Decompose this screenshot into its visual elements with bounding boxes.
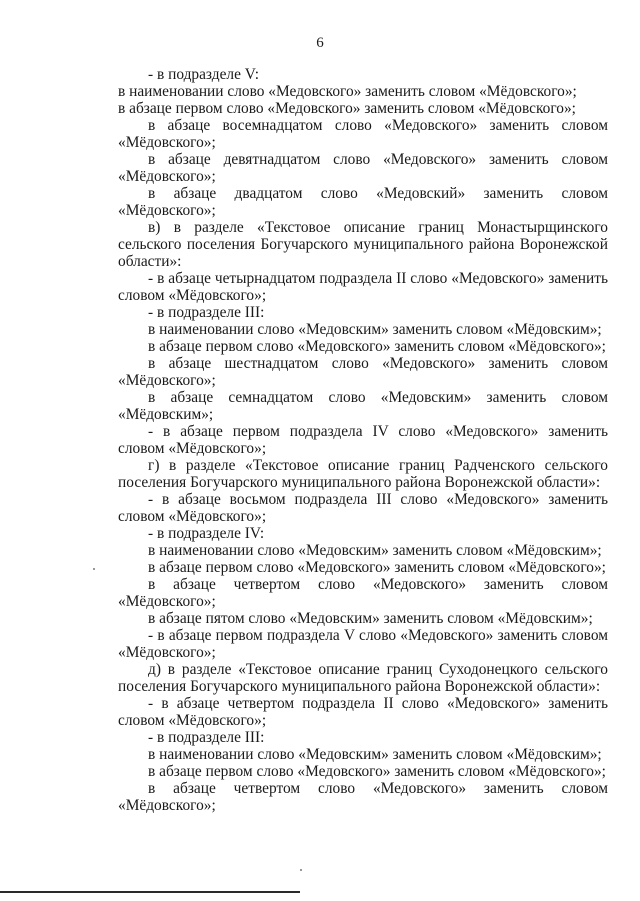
paragraph: - в подразделе III:	[148, 729, 265, 746]
paragraph: в наименовании слово «Медовским» заменить словом «Мёдовским»;	[148, 321, 602, 338]
paragraph: - в абзаце первом подраздела V слово «Медовского» заменить словом «Мёдовского»;	[118, 627, 608, 661]
scan-speck	[300, 869, 302, 871]
paragraph: в абзаце первом слово «Медовского» заменить словом «Мёдовского»;	[118, 100, 576, 117]
paragraph: - в абзаце восьмом подраздела III слово «Медовского» заменить словом «Мёдовского»;	[118, 491, 608, 525]
paragraph: в абзаце четвертом слово «Медовского» заменить словом «Мёдовского»;	[118, 780, 608, 814]
scan-speck	[93, 568, 95, 570]
paragraph: в наименовании слово «Медовским» заменить словом «Мёдовским»;	[148, 542, 602, 559]
scan-edge-rule	[0, 891, 300, 893]
paragraph: д) в разделе «Текстовое описание границ Суходонецкого сельского поселения Богучарского муниципального района Воронежской области»:	[118, 661, 608, 695]
paragraph: в абзаце семнадцатом слово «Медовским» заменить словом «Мёдовским»;	[118, 389, 608, 423]
paragraph: - в подразделе V:	[148, 66, 260, 83]
paragraph: - в подразделе IV:	[148, 525, 265, 542]
paragraph: - в подразделе III:	[148, 304, 265, 321]
paragraph: - в абзаце четырнадцатом подраздела II слово «Медовского» заменить словом «Мёдовского»;	[118, 270, 608, 304]
paragraph: в абзаце шестнадцатом слово «Медовского» заменить словом «Мёдовского»;	[118, 355, 608, 389]
paragraph: г) в разделе «Текстовое описание границ Радченского сельского поселения Богучарского муниципального района Воронежской области»:	[118, 457, 608, 491]
paragraph: - в абзаце первом подраздела IV слово «Медовского» заменить словом «Мёдовского»;	[118, 423, 608, 457]
paragraph: в абзаце восемнадцатом слово «Медовского» заменить словом «Мёдовского»;	[118, 117, 608, 151]
paragraph: в абзаце девятнадцатом слово «Медовского» заменить словом «Мёдовского»;	[118, 151, 608, 185]
paragraph: в абзаце первом слово «Медовского» заменить словом «Мёдовского»;	[148, 559, 606, 576]
page-number: 6	[316, 35, 324, 51]
paragraph: в наименовании слово «Медовского» заменить словом «Мёдовского»;	[118, 83, 577, 100]
paragraph: в абзаце четвертом слово «Медовского» заменить словом «Мёдовского»;	[118, 576, 608, 610]
document-body	[118, 66, 608, 814]
paragraph: в абзаце пятом слово «Медовским» заменить словом «Мёдовским»;	[148, 610, 593, 627]
paragraph: в) в разделе «Текстовое описание границ Монастырщинского сельского поселения Богучарского муниципального района Воронежской области»:	[118, 219, 608, 270]
paragraph: в абзаце первом слово «Медовского» заменить словом «Мёдовского»;	[148, 338, 606, 355]
paragraph: в абзаце первом слово «Медовского» заменить словом «Мёдовского»;	[148, 763, 606, 780]
paragraph: в наименовании слово «Медовским» заменить словом «Мёдовским»;	[148, 746, 602, 763]
paragraph: - в абзаце четвертом подраздела II слово «Медовского» заменить словом «Мёдовского»;	[118, 695, 608, 729]
paragraph: в абзаце двадцатом слово «Медовский» заменить словом «Мёдовского»;	[118, 185, 608, 219]
